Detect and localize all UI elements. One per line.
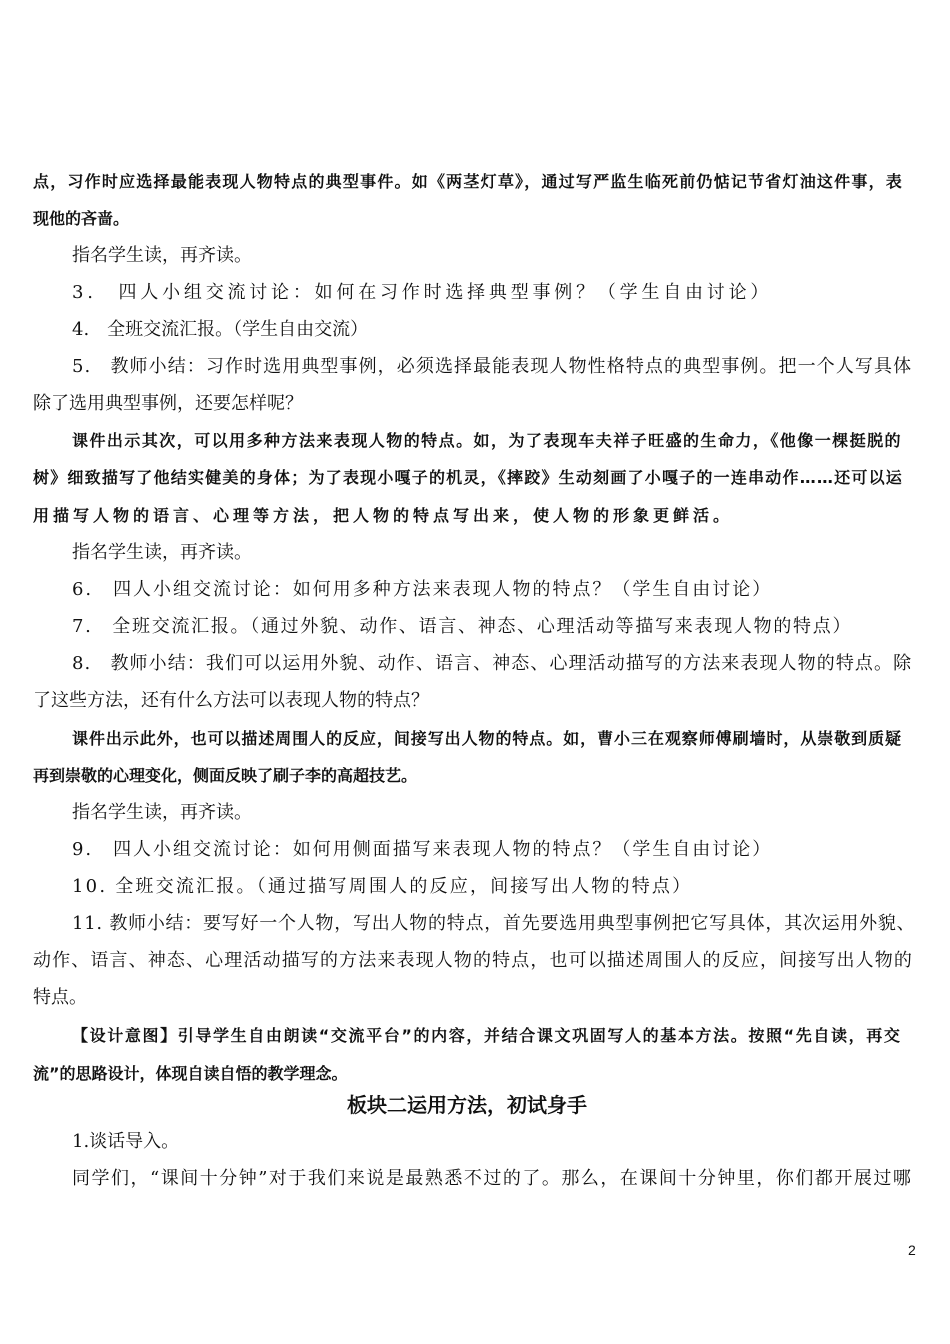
text-line: 指名学生读，再齐读。 [72, 802, 252, 823]
text-line: 流”的思路设计，体现自读自悟的教学理念。 [33, 1064, 348, 1083]
text-line: 指名学生读，再齐读。 [72, 245, 252, 266]
page-number: 2 [908, 1242, 916, 1258]
text-line: 4. 全班交流汇报。（学生自由交流） [72, 319, 369, 340]
text-line: 1.谈话导入。 [72, 1131, 180, 1152]
text-line: 7. 全班交流汇报。（通过外貌、动作、语言、神态、心理活动等描写来表现人物的特点） [72, 616, 853, 637]
text-line: 【设计意图】引导学生自由朗读“交流平台”的内容，并结合课文巩固写人的基本方法。按照“先自读，再交 [72, 1026, 902, 1045]
text-line: 除了选用典型事例，还要怎样呢？ [33, 393, 303, 414]
text-line: 课件出示此外，也可以描述周围人的反应，间接写出人物的特点。如，曹小三在观察师傅刷墙时，从崇敬到质疑 [72, 729, 903, 748]
section-heading: 板块二运用方法，初试身手 [347, 1093, 587, 1117]
text-line: 11. 教师小结：要写好一个人物，写出人物的特点，首先要选用典型事例把它写具体，其次运用外貌、 [72, 913, 916, 934]
text-line: 指名学生读，再齐读。 [72, 542, 252, 563]
text-line: 10. 全班交流汇报。（通过描写周围人的反应，间接写出人物的特点） [72, 876, 693, 897]
text-line: 树》细致描写了他结实健美的身体；为了表现小嘎子的机灵，《摔跤》生动刻画了小嘎子的一连串动作……还可以运 [33, 468, 904, 487]
text-line: 动作、语言、神态、心理活动描写的方法来表现人物的特点，也可以描述周围人的反应，间接写出人物的 [33, 950, 913, 971]
text-line: 再到崇敬的心理变化，侧面反映了刷子李的高超技艺。 [33, 766, 418, 785]
text-line: 5. 教师小结：习作时选用典型事例，必须选择最能表现人物性格特点的典型事例。把一个人写具体 [72, 356, 913, 377]
text-line: 用描写人物的语言、心理等方法，把人物的特点写出来，使人物的形象更鲜活。 [33, 506, 734, 525]
text-line: 现他的吝啬。 [33, 209, 130, 228]
text-line: 课件出示其次，可以用多种方法来表现人物的特点。如，为了表现车夫祥子旺盛的生命力，《他像一棵挺脱的 [72, 431, 903, 450]
text-line: 8. 教师小结：我们可以运用外貌、动作、语言、神态、心理活动描写的方法来表现人物的特点。除 [72, 653, 913, 674]
text-line: 特点。 [33, 987, 87, 1008]
text-line: 同学们，“课间十分钟”对于我们来说是最熟悉不过的了。那么，在课间十分钟里，你们都开展过哪 [72, 1168, 913, 1189]
text-line: 9. 四人小组交流讨论：如何用侧面描写来表现人物的特点？（学生自由讨论） [72, 839, 773, 860]
text-line: 3. 四人小组交流讨论：如何在习作时选择典型事例？（学生自由讨论） [72, 282, 773, 303]
text-line: 点，习作时应选择最能表现人物特点的典型事件。如《两茎灯草》，通过写严监生临死前仍惦记节省灯油这件事，表 [33, 172, 904, 191]
text-line: 了这些方法，还有什么方法可以表现人物的特点？ [33, 690, 429, 711]
text-line: 6. 四人小组交流讨论：如何用多种方法来表现人物的特点？（学生自由讨论） [72, 579, 773, 600]
